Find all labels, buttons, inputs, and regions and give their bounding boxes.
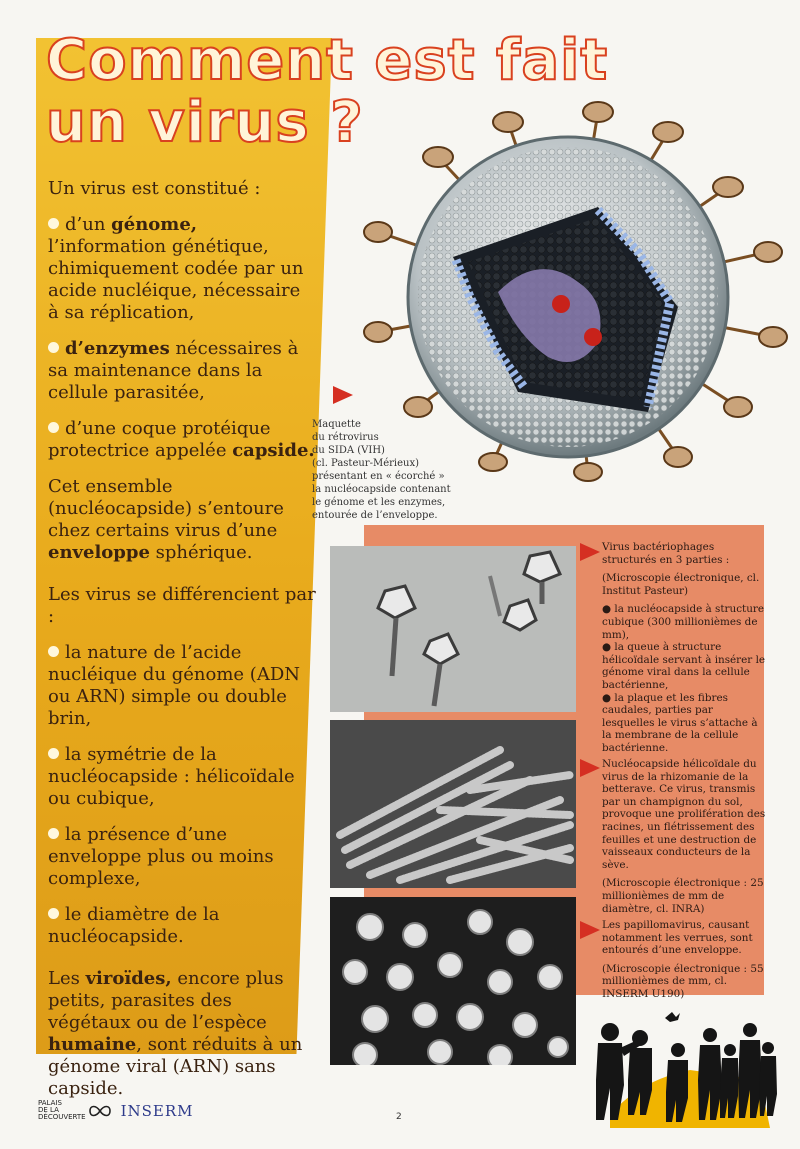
bullet-enzymes: d’enzymes nécessaires à sa maintenance dans la cellule parasitée, [48, 338, 299, 403]
bacteriophage-micrograph [330, 546, 576, 712]
bullet-icon [48, 748, 59, 759]
virus-model-caption: Maquette du rétrovirus du SIDA (VIH) (cl. Pasteur-Mérieux) présentant en « écorché » la nucléocapside contenant le génome et les enzymes, entourée de l’enveloppe. [312, 419, 451, 521]
bullet-icon [48, 342, 59, 353]
infinity-logo-icon [89, 1105, 111, 1117]
bullet-icon [48, 422, 59, 433]
caption-pointer-icon [580, 759, 600, 777]
differences-intro: Les virus se différencient par : [48, 584, 316, 627]
papillomavirus-caption: Les papillomavirus, causant notamment les verrues, sont entourés d’une enveloppe. (Microscopie électronique : 55 millionièmes de mm, cl. INSERM U190) [602, 919, 764, 1000]
bullet-icon [48, 646, 59, 657]
bullet-icon [48, 828, 59, 839]
bullet-genome: d’un génome, l’information génétique, chimiquement codée par un acide nucléique, nécessaire à sa réplication, [48, 214, 304, 323]
title-line-2: un virus ? [46, 90, 364, 155]
envelope-paragraph: Cet ensemble (nucléocapside) s’entoure chez certains virus d’une enveloppe sphérique. [48, 476, 284, 563]
title-line-1: Comment est fait [46, 28, 609, 93]
people-silhouette-illustration [580, 1010, 780, 1128]
main-text-column [48, 178, 316, 1114]
papillomavirus-micrograph [330, 897, 576, 1065]
bullet-capside: d’une coque protéique protectrice appelée capside. [48, 418, 315, 461]
palais-decouverte-logo: PALAIS DE LA DÉCOUVERTE [38, 1100, 111, 1121]
viroids-paragraph: Les viroïdes, encore plus petits, parasites des végétaux ou de l’espèce humaine, sont réduits à un génome viral (ARN) sans capside. [48, 968, 303, 1099]
bullet-icon [48, 218, 59, 229]
difference-item: le diamètre de la nucléocapside. [48, 904, 220, 947]
difference-item: la symétrie de la nucléocapside : hélicoïdale ou cubique, [48, 744, 295, 809]
inserm-logo: INSERM [120, 1101, 194, 1120]
caption-pointer-icon [580, 921, 600, 939]
rhizomania-virus-micrograph [330, 720, 576, 888]
intro-text: Un virus est constitué : [48, 178, 261, 199]
rhizomania-caption: Nucléocapside hélicoïdale du virus de la rhizomanie de la betterave. Ce virus, transmis par un champignon du sol, provoque une prolifération des racines, un flétrissement des feuilles et une destruction de vaisseaux conducteurs de la sève. (Microscopie électronique : 25 millionièmes de mm de diamètre, cl. INRA) [602, 758, 766, 915]
caption-pointer-icon [333, 386, 353, 404]
caption-pointer-icon [580, 543, 600, 561]
difference-item: la présence d’une enveloppe plus ou moins complexe, [48, 824, 274, 889]
footer-logos [38, 1100, 194, 1121]
page-number: 2 [396, 1112, 402, 1122]
bacteriophage-caption: Virus bactériophages structurés en 3 parties : (Microscopie électronique, cl. Institut Pasteur) ● la nucléocapside à structure cubique (300 millionièmes de mm), ● la queue à structure hélicoïdale servant à insérer le génome viral dans la cellule bactérienne, ● la plaque et les fibres caudales, parties par lesquelles le virus s’attache à la membrane de la cellule bactérienne. [602, 541, 766, 754]
bullet-icon [48, 908, 59, 919]
difference-item: la nature de l’acide nucléique du génome (ADN ou ARN) simple ou double brin, [48, 642, 301, 729]
